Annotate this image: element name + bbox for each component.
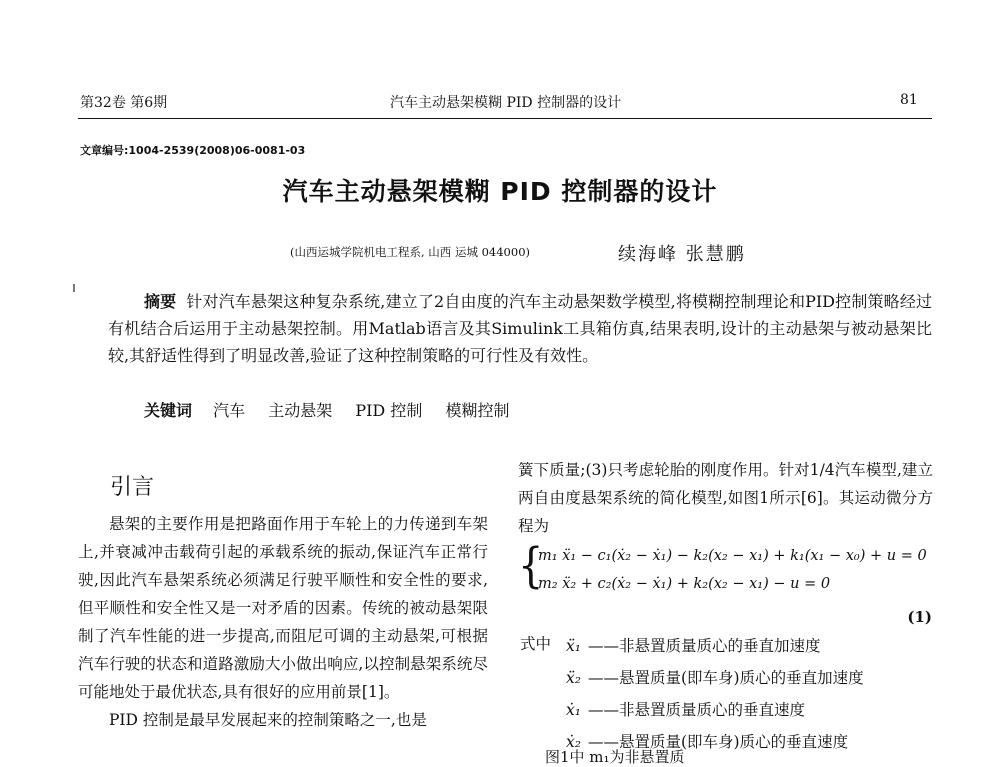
left-column xyxy=(78,510,488,734)
keyword: PID 控制 xyxy=(355,401,423,420)
definition-symbol: ẍ₂ xyxy=(566,669,581,687)
equation-number: (1) xyxy=(907,608,932,626)
section-heading-introduction: 引言 xyxy=(110,475,155,500)
header-rule xyxy=(78,118,932,119)
definition-text: ——非悬置质量质心的垂直加速度 xyxy=(588,637,821,655)
cut-off-line: 图1中 m₁为非悬置质 xyxy=(545,748,685,766)
keyword: 汽车 xyxy=(213,401,246,420)
definition-item xyxy=(566,630,864,662)
paragraph: PID 控制是最早发展起来的控制策略之一,也是 xyxy=(109,711,427,729)
equation-line-1: m₁ ẍ₁ − c₁(ẋ₂ − ẋ₁) − k₂(x₂ − x₁) + k₁(x₁ − x₀) + u = 0 xyxy=(538,548,927,564)
definition-symbol: ẍ₁ xyxy=(566,637,581,655)
equation-brace: { xyxy=(518,538,544,594)
where-label: 式中 xyxy=(520,635,552,653)
abstract-text: 针对汽车悬架这种复杂系统,建立了2自由度的汽车主动悬架数学模型,将模糊控制理论和PID控制策略经过有机结合后运用于主动悬架控制。用Matlab语言及其Simulink工具箱仿真,结果表明,设计的主动悬架与被动悬架比较,其舒适性得到了明显改善,验证了这种控制策略的可行性及有效性。 xyxy=(108,292,932,365)
header-volume-issue: 第32卷 第6期 xyxy=(80,95,168,111)
definition-text: ——悬置质量(即车身)质心的垂直加速度 xyxy=(588,669,864,687)
keywords xyxy=(144,398,527,421)
keyword: 主动悬架 xyxy=(268,401,333,420)
definition-item xyxy=(566,662,864,694)
keywords-label: 关键词 xyxy=(144,401,193,420)
header-running-title: 汽车主动悬架模糊 PID 控制器的设计 xyxy=(390,95,622,111)
definition-symbol: ẋ₁ xyxy=(566,701,581,719)
definitions-list xyxy=(566,630,864,758)
paper-title: 汽车主动悬架模糊 PID 控制器的设计 xyxy=(282,177,718,206)
definition-text: ——非悬置质量质心的垂直速度 xyxy=(588,701,806,719)
margin-mark xyxy=(73,284,75,292)
abstract-label: 摘要 xyxy=(144,292,177,311)
header-page-number: 81 xyxy=(900,92,918,108)
paragraph: 悬架的主要作用是把路面作用于车轮上的力传递到车架上,并衰减冲击载荷引起的承载系统的振动,保证汽车正常行驶,因此汽车悬架系统必须满足行驶平顺性和安全性的要求,但平顺性和安全性又是一对矛盾的因素。传统的被动悬架限制了汽车性能的进一步提高,而阻尼可调的主动悬架,可根据汽车行驶的状态和道路激励大小做出响应,以控制悬架系统尽可能地处于最优状态,具有很好的应用前景[1]。 xyxy=(78,515,488,701)
affiliation: (山西运城学院机电工程系, 山西 运城 044000) xyxy=(290,245,530,259)
keyword: 模糊控制 xyxy=(445,401,510,420)
authors: 续海峰 张慧鹏 xyxy=(618,244,746,265)
abstract xyxy=(108,288,932,369)
article-number: 文章编号:1004-2539(2008)06-0081-03 xyxy=(80,144,306,157)
definition-item xyxy=(566,694,864,726)
definition-symbol: ẋ₂ xyxy=(566,733,581,751)
right-column-intro: 簧下质量;(3)只考虑轮胎的刚度作用。针对1/4汽车模型,建立两自由度悬架系统的简化模型,如图1所示[6]。其运动微分方程为 xyxy=(518,461,933,535)
definition-text: ——悬置质量(即车身)质心的垂直速度 xyxy=(588,733,849,751)
equation-line-2: m₂ ẍ₂ + c₂(ẋ₂ − ẋ₁) + k₂(x₂ − x₁) − u = 0 xyxy=(538,576,831,592)
